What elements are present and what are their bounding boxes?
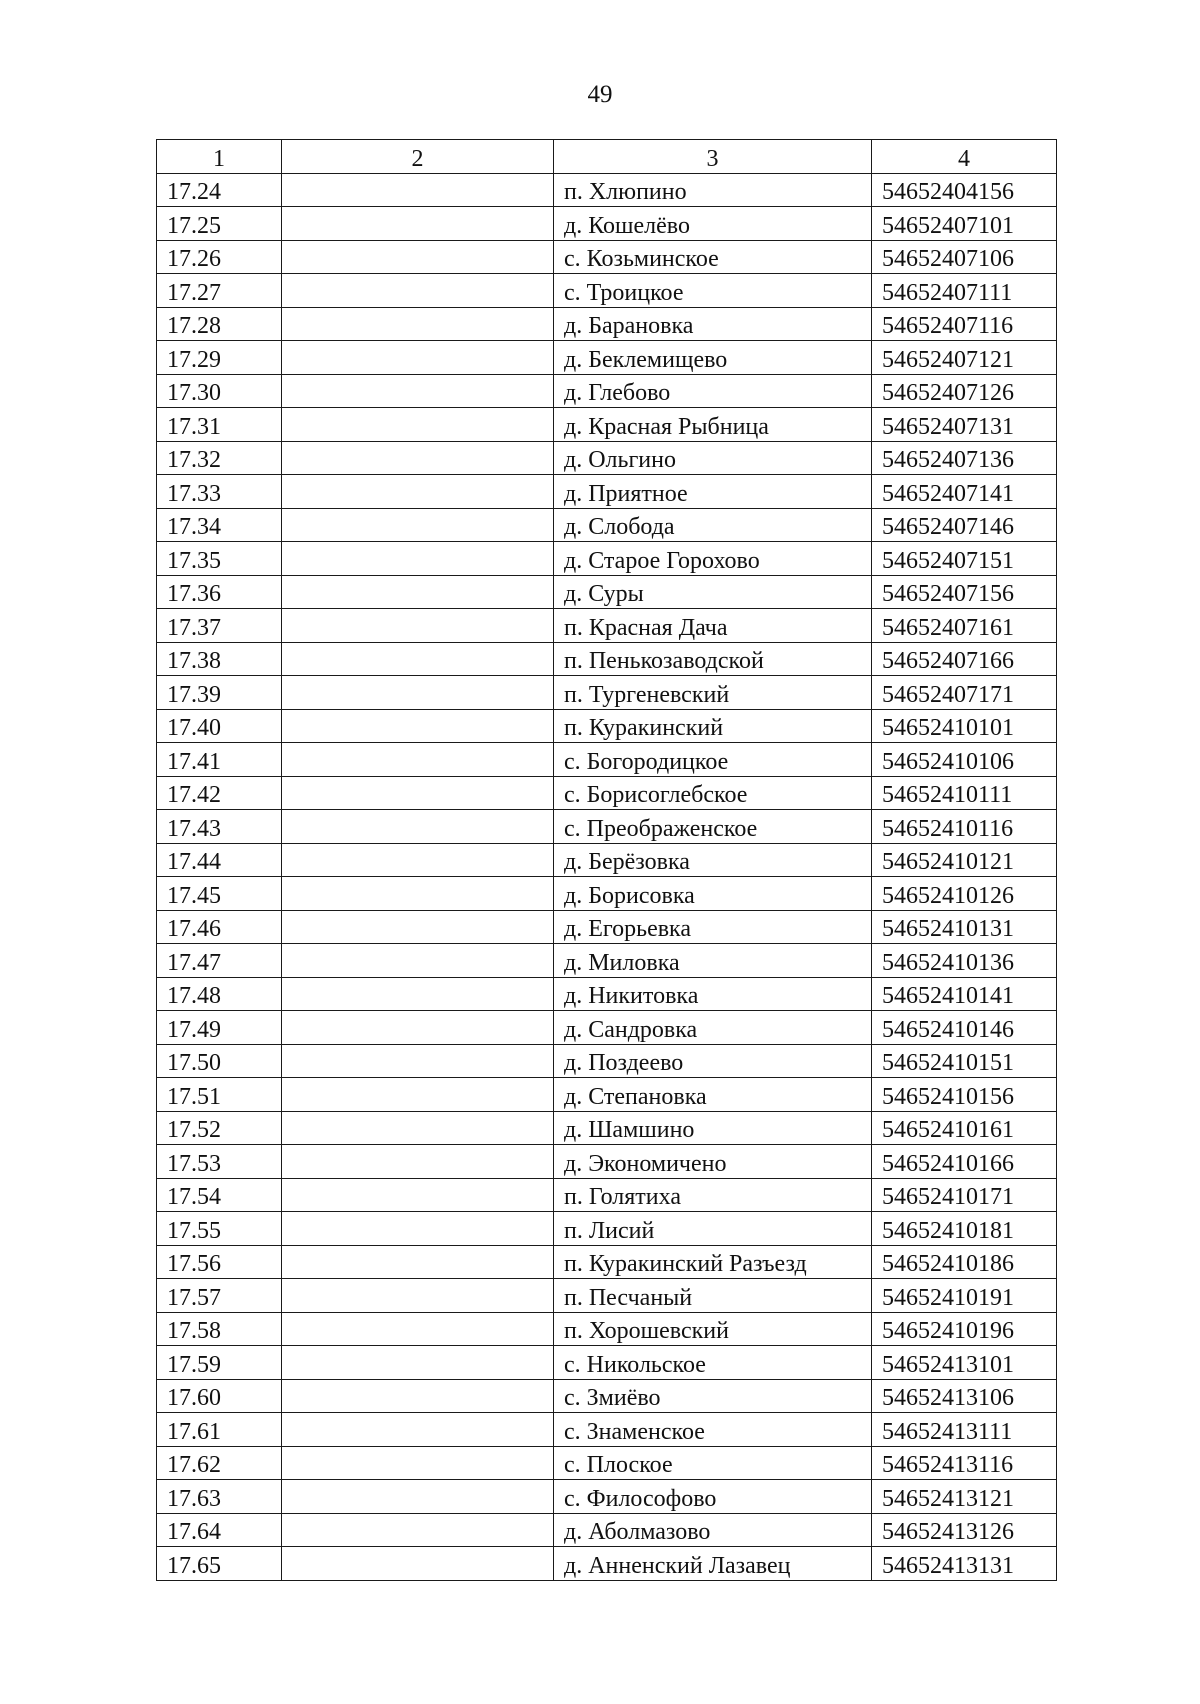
- oktmo-code-cell: 54652410186: [872, 1245, 1057, 1279]
- municipality-cell: [282, 1212, 554, 1246]
- settlement-name-cell: с. Преображенское: [554, 810, 872, 844]
- settlement-name-cell: п. Красная Дача: [554, 609, 872, 643]
- page-number: 49: [587, 81, 613, 108]
- row-number-cell: 17.37: [157, 609, 282, 643]
- row-number-cell: 17.50: [157, 1044, 282, 1078]
- settlement-name-cell: с. Знаменское: [554, 1413, 872, 1447]
- municipality-cell: [282, 575, 554, 609]
- settlements-table: [156, 139, 1057, 1581]
- table-row: [157, 1011, 1057, 1045]
- row-number-cell: 17.35: [157, 542, 282, 576]
- settlement-name-cell: с. Борисоглебское: [554, 776, 872, 810]
- table-row: [157, 274, 1057, 308]
- oktmo-code-cell: 54652410141: [872, 977, 1057, 1011]
- oktmo-code-cell: 54652410156: [872, 1078, 1057, 1112]
- table-header-row: [157, 140, 1057, 174]
- settlement-name-cell: д. Кошелёво: [554, 207, 872, 241]
- municipality-cell: [282, 944, 554, 978]
- municipality-cell: [282, 1480, 554, 1514]
- oktmo-code-cell: 54652410101: [872, 709, 1057, 743]
- settlement-name-cell: д. Берёзовка: [554, 843, 872, 877]
- municipality-cell: [282, 542, 554, 576]
- settlement-name-cell: д. Барановка: [554, 307, 872, 341]
- table-row: [157, 977, 1057, 1011]
- table-row: [157, 173, 1057, 207]
- table-row: [157, 542, 1057, 576]
- settlement-name-cell: д. Беклемищево: [554, 341, 872, 375]
- row-number-cell: 17.54: [157, 1178, 282, 1212]
- table-row: [157, 910, 1057, 944]
- municipality-cell: [282, 1547, 554, 1581]
- table-row: [157, 1413, 1057, 1447]
- municipality-cell: [282, 1413, 554, 1447]
- row-number-cell: 17.63: [157, 1480, 282, 1514]
- row-number-cell: 17.43: [157, 810, 282, 844]
- oktmo-code-cell: 54652410106: [872, 743, 1057, 777]
- row-number-cell: 17.57: [157, 1279, 282, 1313]
- oktmo-code-cell: 54652407106: [872, 240, 1057, 274]
- table-row: [157, 1513, 1057, 1547]
- municipality-cell: [282, 475, 554, 509]
- municipality-cell: [282, 1346, 554, 1380]
- oktmo-code-cell: 54652410121: [872, 843, 1057, 877]
- table-row: [157, 1279, 1057, 1313]
- table-row: [157, 1346, 1057, 1380]
- municipality-cell: [282, 274, 554, 308]
- row-number-cell: 17.25: [157, 207, 282, 241]
- settlement-name-cell: д. Миловка: [554, 944, 872, 978]
- row-number-cell: 17.58: [157, 1312, 282, 1346]
- oktmo-code-cell: 54652413101: [872, 1346, 1057, 1380]
- row-number-cell: 17.33: [157, 475, 282, 509]
- settlement-name-cell: д. Красная Рыбница: [554, 408, 872, 442]
- table-row: [157, 374, 1057, 408]
- oktmo-code-cell: 54652407101: [872, 207, 1057, 241]
- row-number-cell: 17.42: [157, 776, 282, 810]
- row-number-cell: 17.49: [157, 1011, 282, 1045]
- oktmo-code-cell: 54652410196: [872, 1312, 1057, 1346]
- municipality-cell: [282, 408, 554, 442]
- table-row: [157, 475, 1057, 509]
- oktmo-code-cell: 54652407156: [872, 575, 1057, 609]
- row-number-cell: 17.39: [157, 676, 282, 710]
- municipality-cell: [282, 240, 554, 274]
- table-row: [157, 1178, 1057, 1212]
- table-row: [157, 1312, 1057, 1346]
- column-header-1: 1: [157, 140, 282, 174]
- settlement-name-cell: д. Аболмазово: [554, 1513, 872, 1547]
- row-number-cell: 17.53: [157, 1145, 282, 1179]
- municipality-cell: [282, 1145, 554, 1179]
- table-row: [157, 408, 1057, 442]
- oktmo-code-cell: 54652410171: [872, 1178, 1057, 1212]
- row-number-cell: 17.46: [157, 910, 282, 944]
- settlement-name-cell: д. Шамшино: [554, 1111, 872, 1145]
- row-number-cell: 17.45: [157, 877, 282, 911]
- oktmo-code-cell: 54652410181: [872, 1212, 1057, 1246]
- settlement-name-cell: д. Егорьевка: [554, 910, 872, 944]
- municipality-cell: [282, 776, 554, 810]
- table-row: [157, 1547, 1057, 1581]
- municipality-cell: [282, 341, 554, 375]
- municipality-cell: [282, 374, 554, 408]
- settlement-name-cell: д. Анненский Лазавец: [554, 1547, 872, 1581]
- column-header-4: 4: [872, 140, 1057, 174]
- column-header-3: 3: [554, 140, 872, 174]
- table-row: [157, 1379, 1057, 1413]
- settlement-name-cell: д. Сандровка: [554, 1011, 872, 1045]
- municipality-cell: [282, 1111, 554, 1145]
- oktmo-code-cell: 54652410126: [872, 877, 1057, 911]
- municipality-cell: [282, 1078, 554, 1112]
- row-number-cell: 17.30: [157, 374, 282, 408]
- table-row: [157, 508, 1057, 542]
- oktmo-code-cell: 54652410116: [872, 810, 1057, 844]
- row-number-cell: 17.56: [157, 1245, 282, 1279]
- settlement-name-cell: с. Философово: [554, 1480, 872, 1514]
- settlement-name-cell: д. Борисовка: [554, 877, 872, 911]
- row-number-cell: 17.60: [157, 1379, 282, 1413]
- oktmo-code-cell: 54652413106: [872, 1379, 1057, 1413]
- row-number-cell: 17.28: [157, 307, 282, 341]
- table-row: [157, 441, 1057, 475]
- row-number-cell: 17.47: [157, 944, 282, 978]
- settlement-name-cell: п. Хорошевский: [554, 1312, 872, 1346]
- oktmo-code-cell: 54652404156: [872, 173, 1057, 207]
- table-row: [157, 1044, 1057, 1078]
- settlement-name-cell: с. Плоское: [554, 1446, 872, 1480]
- municipality-cell: [282, 743, 554, 777]
- row-number-cell: 17.52: [157, 1111, 282, 1145]
- oktmo-code-cell: 54652410151: [872, 1044, 1057, 1078]
- row-number-cell: 17.26: [157, 240, 282, 274]
- municipality-cell: [282, 676, 554, 710]
- municipality-cell: [282, 173, 554, 207]
- municipality-cell: [282, 1245, 554, 1279]
- oktmo-code-cell: 54652410136: [872, 944, 1057, 978]
- oktmo-code-cell: 54652410166: [872, 1145, 1057, 1179]
- table-row: [157, 676, 1057, 710]
- table-row: [157, 810, 1057, 844]
- table-row: [157, 307, 1057, 341]
- row-number-cell: 17.61: [157, 1413, 282, 1447]
- oktmo-code-cell: 54652407166: [872, 642, 1057, 676]
- settlement-name-cell: с. Богородицкое: [554, 743, 872, 777]
- oktmo-code-cell: 54652407111: [872, 274, 1057, 308]
- settlement-name-cell: п. Хлюпино: [554, 173, 872, 207]
- oktmo-code-cell: 54652407146: [872, 508, 1057, 542]
- settlement-name-cell: д. Никитовка: [554, 977, 872, 1011]
- settlement-name-cell: д. Поздеево: [554, 1044, 872, 1078]
- municipality-cell: [282, 1044, 554, 1078]
- settlement-name-cell: п. Песчаный: [554, 1279, 872, 1313]
- settlement-name-cell: д. Степановка: [554, 1078, 872, 1112]
- row-number-cell: 17.44: [157, 843, 282, 877]
- table-row: [157, 944, 1057, 978]
- settlement-name-cell: д. Приятное: [554, 475, 872, 509]
- oktmo-code-cell: 54652407116: [872, 307, 1057, 341]
- table-row: [157, 1245, 1057, 1279]
- settlement-name-cell: д. Слобода: [554, 508, 872, 542]
- municipality-cell: [282, 1312, 554, 1346]
- row-number-cell: 17.27: [157, 274, 282, 308]
- oktmo-code-cell: 54652407171: [872, 676, 1057, 710]
- row-number-cell: 17.24: [157, 173, 282, 207]
- oktmo-code-cell: 54652410111: [872, 776, 1057, 810]
- oktmo-code-cell: 54652410161: [872, 1111, 1057, 1145]
- table-row: [157, 207, 1057, 241]
- settlement-name-cell: п. Лисий: [554, 1212, 872, 1246]
- settlement-name-cell: с. Троицкое: [554, 274, 872, 308]
- table-row: [157, 609, 1057, 643]
- settlement-name-cell: п. Голятиха: [554, 1178, 872, 1212]
- municipality-cell: [282, 977, 554, 1011]
- municipality-cell: [282, 1446, 554, 1480]
- oktmo-code-cell: 54652413116: [872, 1446, 1057, 1480]
- table-row: [157, 709, 1057, 743]
- municipality-cell: [282, 910, 554, 944]
- row-number-cell: 17.32: [157, 441, 282, 475]
- table-row: [157, 642, 1057, 676]
- oktmo-code-cell: 54652407161: [872, 609, 1057, 643]
- oktmo-code-cell: 54652407126: [872, 374, 1057, 408]
- oktmo-code-cell: 54652407136: [872, 441, 1057, 475]
- table-row: [157, 1078, 1057, 1112]
- table-row: [157, 743, 1057, 777]
- row-number-cell: 17.31: [157, 408, 282, 442]
- municipality-cell: [282, 508, 554, 542]
- table-row: [157, 575, 1057, 609]
- oktmo-code-cell: 54652413126: [872, 1513, 1057, 1547]
- municipality-cell: [282, 810, 554, 844]
- oktmo-code-cell: 54652413121: [872, 1480, 1057, 1514]
- row-number-cell: 17.55: [157, 1212, 282, 1246]
- table-row: [157, 776, 1057, 810]
- row-number-cell: 17.48: [157, 977, 282, 1011]
- row-number-cell: 17.41: [157, 743, 282, 777]
- row-number-cell: 17.59: [157, 1346, 282, 1380]
- row-number-cell: 17.64: [157, 1513, 282, 1547]
- table-row: [157, 1446, 1057, 1480]
- municipality-cell: [282, 1513, 554, 1547]
- row-number-cell: 17.34: [157, 508, 282, 542]
- oktmo-code-cell: 54652407141: [872, 475, 1057, 509]
- table-row: [157, 1145, 1057, 1179]
- municipality-cell: [282, 609, 554, 643]
- table-body: [157, 173, 1057, 1580]
- municipality-cell: [282, 441, 554, 475]
- row-number-cell: 17.38: [157, 642, 282, 676]
- municipality-cell: [282, 1379, 554, 1413]
- oktmo-code-cell: 54652410146: [872, 1011, 1057, 1045]
- municipality-cell: [282, 1279, 554, 1313]
- row-number-cell: 17.51: [157, 1078, 282, 1112]
- municipality-cell: [282, 207, 554, 241]
- table-row: [157, 1480, 1057, 1514]
- oktmo-code-cell: 54652407131: [872, 408, 1057, 442]
- municipality-cell: [282, 307, 554, 341]
- municipality-cell: [282, 843, 554, 877]
- settlement-name-cell: п. Куракинский: [554, 709, 872, 743]
- municipality-cell: [282, 709, 554, 743]
- oktmo-code-cell: 54652413111: [872, 1413, 1057, 1447]
- oktmo-code-cell: 54652407151: [872, 542, 1057, 576]
- row-number-cell: 17.40: [157, 709, 282, 743]
- settlement-name-cell: п. Куракинский Разъезд: [554, 1245, 872, 1279]
- table-row: [157, 1111, 1057, 1145]
- settlement-name-cell: д. Старое Горохово: [554, 542, 872, 576]
- municipality-cell: [282, 877, 554, 911]
- table-row: [157, 877, 1057, 911]
- row-number-cell: 17.62: [157, 1446, 282, 1480]
- settlement-name-cell: с. Змиёво: [554, 1379, 872, 1413]
- settlement-name-cell: с. Козьминское: [554, 240, 872, 274]
- table-row: [157, 341, 1057, 375]
- row-number-cell: 17.36: [157, 575, 282, 609]
- row-number-cell: 17.29: [157, 341, 282, 375]
- settlement-name-cell: д. Суры: [554, 575, 872, 609]
- settlement-name-cell: д. Ольгино: [554, 441, 872, 475]
- settlement-name-cell: с. Никольское: [554, 1346, 872, 1380]
- municipality-cell: [282, 1178, 554, 1212]
- settlement-name-cell: п. Тургеневский: [554, 676, 872, 710]
- oktmo-code-cell: 54652410131: [872, 910, 1057, 944]
- table-row: [157, 843, 1057, 877]
- settlement-name-cell: п. Пенькозаводской: [554, 642, 872, 676]
- municipality-cell: [282, 642, 554, 676]
- municipality-cell: [282, 1011, 554, 1045]
- oktmo-code-cell: 54652407121: [872, 341, 1057, 375]
- column-header-2: 2: [282, 140, 554, 174]
- row-number-cell: 17.65: [157, 1547, 282, 1581]
- settlement-name-cell: д. Экономичено: [554, 1145, 872, 1179]
- settlement-name-cell: д. Глебово: [554, 374, 872, 408]
- oktmo-code-cell: 54652410191: [872, 1279, 1057, 1313]
- table-row: [157, 240, 1057, 274]
- table-row: [157, 1212, 1057, 1246]
- oktmo-code-cell: 54652413131: [872, 1547, 1057, 1581]
